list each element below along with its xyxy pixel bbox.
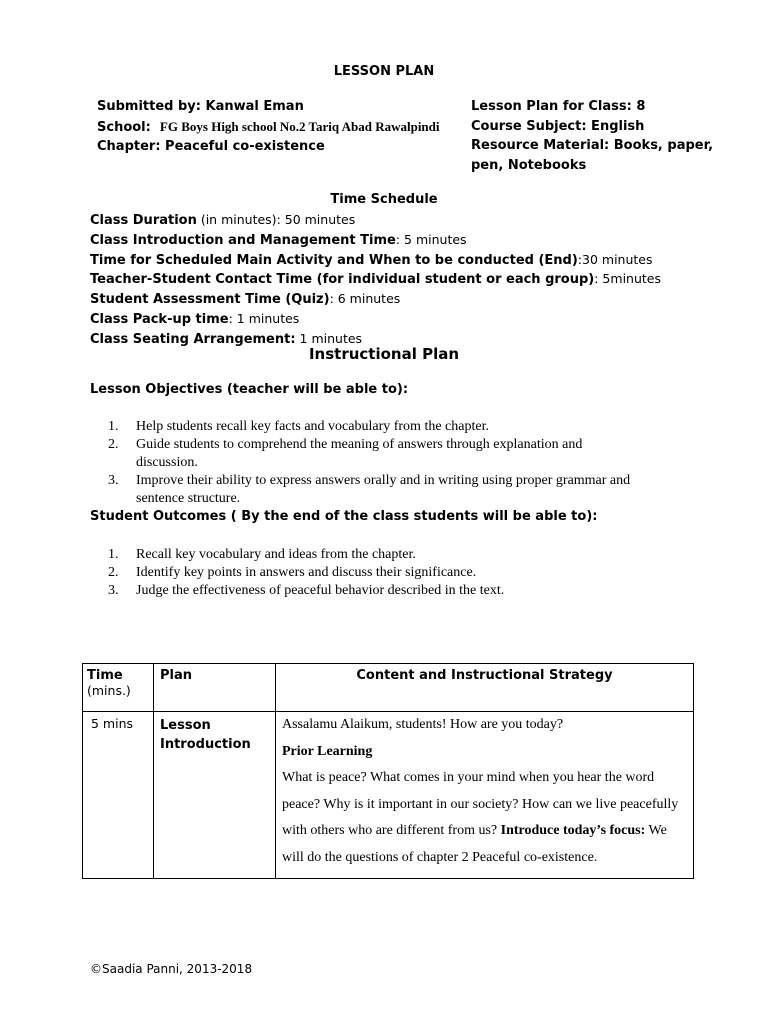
list-number: 2. (108, 437, 119, 452)
header-left-block (97, 97, 440, 157)
subject-line: Course Subject: English (471, 118, 645, 134)
row-plan-line-2: Introduction (160, 737, 251, 752)
schedule-class-duration (90, 211, 661, 231)
school-label: School (97, 119, 146, 135)
schedule-label: Student Assessment Time (Quiz) (90, 292, 330, 308)
submitted-by: Submitted by: Kanwal Eman (97, 99, 304, 114)
header-plan-label: Plan (160, 668, 193, 683)
resource-line-2: pen, Notebooks (471, 157, 587, 173)
list-item (108, 436, 646, 472)
schedule-label: Time for Scheduled Main Activity and When to be conducted (End) (90, 252, 578, 268)
list-item (108, 564, 646, 582)
schedule-main-activity (90, 251, 661, 271)
outcomes-list (108, 546, 646, 600)
header-content-cell (276, 664, 694, 712)
list-item (108, 546, 646, 564)
header-time-label: Time (87, 668, 123, 683)
table-header-row (83, 664, 694, 712)
school-line: School: FG Boys High school No.2 Tariq Abad Rawalpindi (97, 118, 440, 135)
time-schedule-title: Time Schedule (330, 192, 438, 207)
prior-learning-heading: Prior Learning (282, 743, 373, 759)
header-time-unit: (mins.) (87, 683, 131, 698)
schedule-label: Class Introduction and Management Time (90, 232, 396, 248)
greeting-text: Assalamu Alaikum, students! How are you today? (282, 717, 564, 732)
chapter-line: Chapter: Peaceful co-existence (97, 139, 325, 154)
list-item (108, 472, 646, 508)
header-content-label: Content and Instructional Strategy (356, 668, 613, 683)
schedule-value: : 1 minutes (228, 310, 300, 326)
list-text: Judge the effectiveness of peaceful behavior described in the text. (136, 583, 505, 598)
schedule-label: Teacher-Student Contact Time (for individual student or each group) (90, 272, 595, 288)
header-time-cell (83, 664, 154, 712)
focus-label: Introduce today’s focus: (500, 823, 646, 839)
list-number: 1. (108, 419, 119, 434)
focus-text: We will do the questions of chapter 2 Peaceful co-existence. (282, 823, 667, 865)
lesson-plan-table (82, 663, 694, 879)
row-content-cell (276, 712, 694, 879)
table-row (83, 712, 694, 879)
outcomes-heading: Student Outcomes ( By the end of the class students will be able to): (90, 509, 598, 524)
row-plan-cell (154, 712, 276, 879)
header-plan-cell (154, 664, 276, 712)
schedule-value: : 5 minutes (395, 231, 467, 247)
row-time-cell (83, 712, 154, 879)
prior-learning-text: What is peace? What comes in your mind when you hear the word peace? Why is it important in our society? How can we live peacefully with others who are different from us? (282, 770, 679, 839)
document-title: LESSON PLAN (333, 64, 435, 79)
prior-learning-paragraph (282, 765, 687, 871)
schedule-value: :30 minutes (577, 251, 653, 267)
list-number: 3. (108, 473, 119, 488)
schedule-assessment-time (90, 290, 661, 310)
instructional-plan-title: Instructional Plan (308, 345, 460, 363)
schedule-label: Class Pack-up time (90, 311, 229, 327)
schedule-unit: (in minutes) (196, 212, 277, 227)
list-item (108, 418, 646, 436)
list-text: Recall key vocabulary and ideas from the chapter. (136, 547, 416, 562)
schedule-contact-time (90, 270, 661, 290)
schedule-value: : 5minutes (594, 271, 661, 287)
list-text: Help students recall key facts and vocabulary from the chapter. (136, 419, 489, 434)
schedule-value: : 50 minutes (276, 212, 356, 227)
list-text: Improve their ability to express answers orally and in writing using proper grammar and sentence structure. (136, 473, 631, 506)
row-plan-line-1: Lesson (160, 718, 211, 733)
row-time-value: 5 mins (91, 716, 134, 731)
list-number: 2. (108, 565, 119, 580)
list-item (108, 582, 646, 600)
list-number: 3. (108, 583, 119, 598)
schedule-value: 1 minutes (295, 330, 363, 346)
school-name: FG Boys High school No.2 Tariq Abad Rawalpindi (159, 118, 440, 134)
copyright-footer: ©Saadia Panni, 2013-2018 (90, 962, 253, 976)
schedule-intro-time (90, 231, 661, 251)
class-line: Lesson Plan for Class: 8 (471, 99, 646, 114)
objectives-list (108, 418, 646, 508)
header-right-block (471, 97, 713, 175)
objectives-heading: Lesson Objectives (teacher will be able to): (90, 382, 409, 397)
schedule-packup-time (90, 310, 661, 330)
list-text: Identify key points in answers and discuss their significance. (136, 565, 477, 580)
time-schedule-list (90, 211, 661, 350)
list-number: 1. (108, 547, 119, 562)
schedule-label: Class Duration (90, 213, 197, 228)
schedule-value: : 6 minutes (329, 291, 401, 307)
list-text: Guide students to comprehend the meaning of answers through explanation and discussion. (136, 437, 583, 470)
resource-line-1: Resource Material: Books, paper, (471, 138, 714, 153)
schedule-label: Class Seating Arrangement: (90, 331, 296, 347)
